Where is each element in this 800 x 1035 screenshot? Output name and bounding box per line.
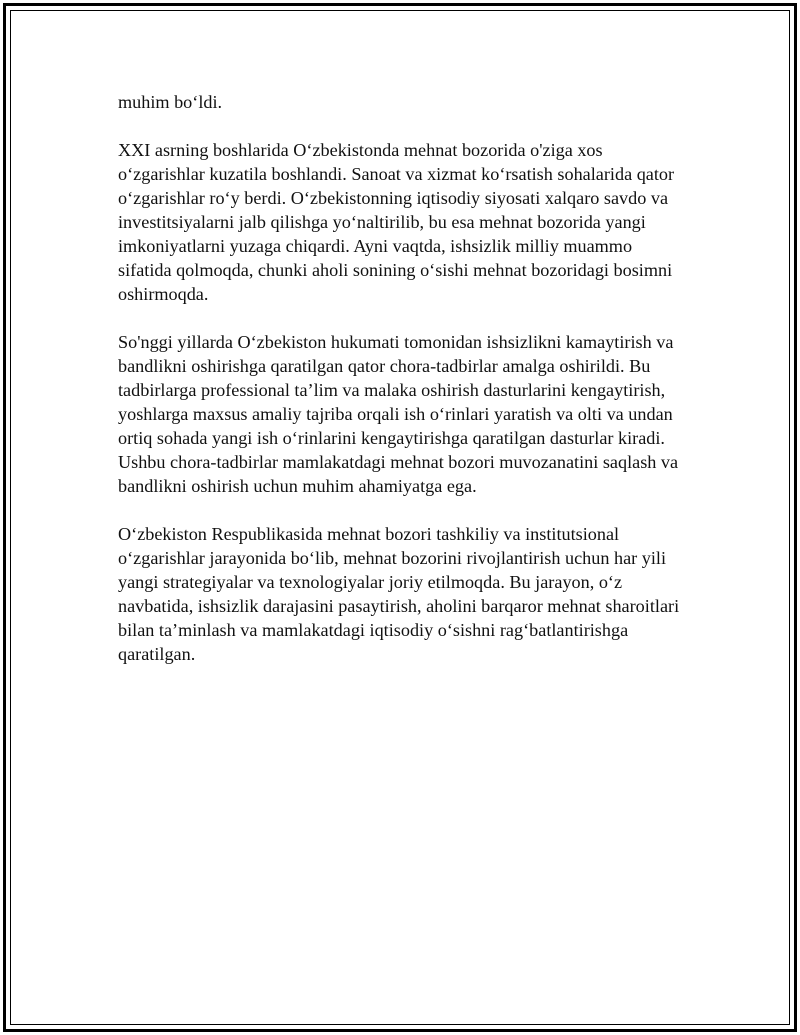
text-line: navbatida, ishsizlik darajasini pasaytirish, aholini barqaror mehnat sharoitlari bbox=[118, 596, 680, 616]
paragraph-2 bbox=[118, 138, 690, 306]
text-line: imkoniyatlarni yuzaga chiqardi. Ayni vaqtda, ishsizlik milliy muammo bbox=[118, 236, 633, 256]
text-line: muhim boʻldi. bbox=[118, 92, 223, 112]
paragraph-3 bbox=[118, 330, 690, 498]
text-line: yangi strategiyalar va texnologiyalar joriy etilmoqda. Bu jarayon, oʻz bbox=[118, 572, 623, 592]
document-body bbox=[118, 90, 690, 690]
text-line: bandlikni oshirish uchun muhim ahamiyatga ega. bbox=[118, 476, 477, 496]
text-line: oʻzgarishlar jarayonida boʻlib, mehnat bozorini rivojlantirish uchun har yili bbox=[118, 548, 666, 568]
text-line: Ushbu chora-tadbirlar mamlakatdagi mehnat bozori muvozanatini saqlash va bbox=[118, 452, 679, 472]
text-line: bandlikni oshirishga qaratilgan qator chora-tadbirlar amalga oshirildi. Bu bbox=[118, 356, 651, 376]
paragraph-1 bbox=[118, 90, 690, 114]
text-line: oʻzgarishlar roʻy berdi. Oʻzbekistonning iqtisodiy siyosati xalqaro savdo va bbox=[118, 188, 669, 208]
text-line: oʻzgarishlar kuzatila boshlandi. Sanoat va xizmat koʻrsatish sohalarida qator bbox=[118, 164, 675, 184]
paragraph-4 bbox=[118, 522, 690, 666]
text-line: qaratilgan. bbox=[118, 644, 196, 664]
text-line: oshirmoqda. bbox=[118, 284, 209, 304]
text-line: ortiq sohada yangi ish oʻrinlarini kengaytirishga qaratilgan dasturlar kiradi. bbox=[118, 428, 665, 448]
text-line: tadbirlarga professional taʼlim va malaka oshirish dasturlarini kengaytirish, bbox=[118, 380, 666, 400]
text-line: Oʻzbekiston Respublikasida mehnat bozori tashkiliy va institutsional bbox=[118, 524, 620, 544]
text-line: yoshlarga maxsus amaliy tajriba orqali ish oʻrinlari yaratish va olti va undan bbox=[118, 404, 673, 424]
text-line: XXI asrning boshlarida Oʻzbekistonda mehnat bozorida o'ziga xos bbox=[118, 140, 603, 160]
text-line: sifatida qolmoqda, chunki aholi sonining oʻsishi mehnat bozoridagi bosimni bbox=[118, 260, 673, 280]
text-line: bilan taʼminlash va mamlakatdagi iqtisodiy oʻsishni ragʻbatlantirishga bbox=[118, 620, 629, 640]
text-line: investitsiyalarni jalb qilishga yoʻnaltirilib, bu esa mehnat bozorida yangi bbox=[118, 212, 646, 232]
text-line: So'nggi yillarda Oʻzbekiston hukumati tomonidan ishsizlikni kamaytirish va bbox=[118, 332, 674, 352]
